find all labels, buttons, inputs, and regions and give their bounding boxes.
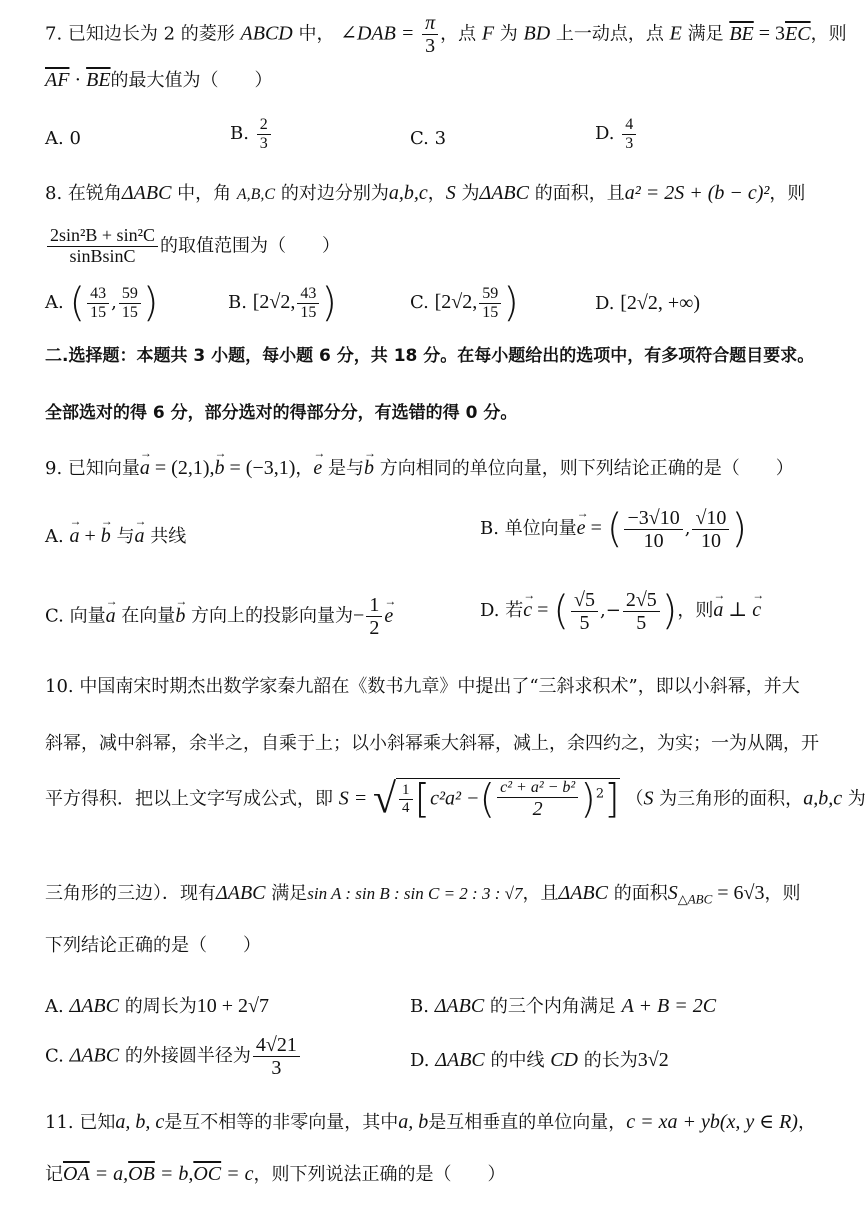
q7-option-a[interactable] [45, 128, 81, 149]
q11-eq-a: = a, [89, 1163, 129, 1185]
q10-inner-frac [497, 779, 578, 820]
q10-text: ，且 [522, 883, 559, 904]
q10-text: 的面积 [607, 883, 668, 904]
q9-vec-b: → b [364, 458, 374, 478]
q7-three: 3 [425, 35, 436, 57]
q8-expression-den: sinBsinC [69, 245, 136, 266]
q8-b-n: 43 [297, 285, 319, 304]
q9-d-paren-close: ) [661, 588, 678, 634]
q10-option-d-label: D. [410, 1050, 430, 1071]
q9-eq-b: = (−3,1) [224, 457, 296, 479]
q10-quarter [399, 782, 413, 816]
q9-minus: − [353, 604, 365, 627]
q9-d-n2: 2√5 [623, 589, 660, 612]
q10-text: 的长为 [578, 1050, 638, 1071]
q8-line2 [45, 226, 340, 267]
q9-eq: = [585, 517, 607, 539]
q8-text: 的取值范围为（ ） [159, 235, 340, 257]
q7-option-b[interactable] [230, 116, 273, 152]
q8-sides: a,b,c [388, 182, 428, 204]
q10-inner-n: c² + a² − b² [497, 779, 578, 798]
q9-text: 在向量 [115, 605, 176, 627]
q10-triangle: ΔABC [434, 995, 485, 1017]
q10-option-b[interactable] [410, 992, 716, 1018]
q10-text: 三角形的三边）．现有 [45, 883, 216, 904]
q7-option-b-den: 3 [259, 134, 268, 152]
q11-line1 [45, 1112, 816, 1132]
q9-option-c[interactable] [45, 594, 393, 639]
q10-c-n: 4√21 [253, 1034, 300, 1057]
q9-c-d: 2 [369, 617, 380, 639]
q10-text: 为 [842, 788, 866, 810]
q9-d-d1: 5 [579, 611, 590, 634]
q7-vec-be: $\overline{BE}$ [86, 69, 111, 91]
q10-triangle: ΔABC [69, 1044, 120, 1067]
q8-expression [47, 226, 158, 267]
q10-line4 [45, 883, 801, 906]
q10-s: S [643, 787, 654, 810]
q7-bd: BD [523, 22, 551, 45]
q8-text: 的对边分别为 [275, 183, 389, 204]
q11-vectors-abc: a, b, c [115, 1111, 165, 1133]
q9-vec-a: → a [140, 458, 150, 478]
q7-text: 7. 已知边长为 2 的菱形 [45, 23, 241, 45]
q10-option-d-value: 3√2 [637, 1049, 669, 1071]
q7-option-d-num: 4 [622, 116, 636, 135]
q8-option-c[interactable] [410, 280, 519, 326]
q9-d-paren-open: ( [553, 588, 570, 634]
q7-vec-ec: $\overline{EC}$ [785, 22, 811, 45]
q11-line2 [45, 1164, 506, 1184]
q10-text: 的中线 [484, 1050, 551, 1071]
q10-quarter-d: 4 [402, 799, 410, 816]
q9-text: ，则 [677, 600, 714, 621]
q9-d-frac1 [571, 589, 598, 634]
q10-c-frac [253, 1034, 300, 1079]
q10-quarter-n: 1 [399, 782, 413, 800]
q9-text: 共线 [144, 526, 187, 547]
q10-line1 [45, 678, 800, 696]
q7-text: 为 [494, 23, 524, 45]
q9-option-d[interactable]: D. 若→ c = ( $\frac{√5}{5}$ ,− $\frac{2√5}{5}$ )，则→ a ⊥ → c [480, 588, 761, 634]
q7-text: 上一动点，点 [550, 23, 670, 45]
q8-text: 8. 在锐角 [45, 183, 122, 204]
q9-eq-a: = (2,1), [149, 457, 215, 479]
q8-option-b-label: B. [228, 292, 247, 313]
q7-dot: · [69, 69, 87, 91]
q10-line2 [45, 735, 819, 753]
q8-condition: a² = 2S + (b − c)² [624, 182, 770, 204]
q8-a-frac1 [87, 285, 109, 321]
q9-b-frac2 [692, 507, 729, 552]
q9-vec-b: → b [215, 458, 225, 478]
q7-line1 [45, 12, 847, 57]
q10-option-c-label: C. [45, 1045, 64, 1067]
q9-vec-c: → c [523, 599, 532, 622]
q11-text: ，则下列说法正确的是（ ） [253, 1164, 506, 1185]
q9-vec-a: → a [69, 525, 79, 548]
q10-text: 平方得积．把以上文字写成公式，即 [45, 788, 333, 810]
q8-b-frac [297, 285, 319, 321]
q8-c-n: 59 [479, 285, 501, 304]
q9-vec-a: → a [713, 599, 723, 622]
q9-option-a[interactable] [45, 522, 186, 548]
q8-b-paren: ) [321, 280, 337, 326]
q9-b-d1: 10 [643, 529, 664, 552]
q10-text: 满足 [265, 883, 308, 904]
q9-c-n: 1 [366, 594, 382, 617]
q9-d-frac2 [623, 589, 660, 634]
q9-text: 方向相同的单位向量，则下列结论正确的是（ ） [374, 458, 794, 479]
q10-formula-mid: c²a² − [430, 787, 480, 810]
q9-text: 是与 [322, 458, 365, 479]
q8-b-d: 15 [300, 303, 317, 321]
section2-text: 二.选择题：本题共 3 小题，每小题 6 分，共 18 分。在每小题给出的选项中，有多项符合题目要求。 [45, 346, 815, 366]
q8-area-s: S [445, 182, 456, 204]
q7-text: ，则 [810, 23, 847, 45]
q9-text: 9. 已知向量 [45, 458, 140, 479]
section2-heading-line1 [45, 348, 814, 365]
q8-option-c-label: C. [410, 292, 429, 313]
q9-text: 方向上的投影向量为 [185, 605, 354, 627]
q8-option-b-left: [2√2, [252, 291, 296, 313]
q10-option-b-value: A + B = 2C [621, 995, 717, 1017]
q11-vec-oc: $\overline{OC}$ [193, 1163, 222, 1185]
q11-text: 11. 已知 [45, 1112, 116, 1133]
q7-option-c-text: C. 3 [410, 128, 447, 149]
q7-option-d-den: 3 [625, 134, 634, 152]
q8-option-a-label: A. [45, 292, 64, 313]
q9-vec-e: → e [384, 605, 393, 628]
q10-text: 下列结论正确的是（ ） [45, 935, 261, 956]
q11-text: ， [797, 1112, 816, 1133]
q8-c-d: 15 [482, 303, 499, 321]
q7-option-d-frac [622, 116, 636, 152]
q9-b-paren-open: ( [606, 506, 623, 552]
q9-text: ， [295, 458, 314, 479]
q11-eq-c: = c [221, 1163, 254, 1185]
q8-text: ，则 [769, 183, 806, 204]
q10-bracket-close: ] [604, 776, 620, 823]
q10-sqrt-body [396, 776, 620, 823]
q8-a-frac2 [119, 285, 141, 321]
q7-text: ，点 [440, 23, 482, 45]
q8-text: 中，角 [171, 183, 237, 204]
q8-option-d-label: D. [595, 293, 615, 314]
q8-expression-num: 2sin²B + sin²C [47, 226, 158, 247]
section2-heading-line2 [45, 405, 517, 422]
q10-option-c[interactable] [45, 1034, 302, 1079]
q10-option-b-label: B. [410, 996, 429, 1017]
q10-sides: a,b,c [803, 787, 843, 810]
q11-equation: c = xa + yb(x, y ∈ R) [626, 1111, 798, 1133]
q10-text: 的周长为 [118, 996, 197, 1017]
q10-area-s: S [667, 882, 678, 904]
q10-paren-close: ) [580, 776, 596, 823]
q10-formula-s: S = [338, 787, 368, 810]
q9-vec-e: → e [577, 517, 586, 540]
q8-paren-close: ) [142, 280, 159, 326]
q9-b-n1: −3√10 [624, 507, 682, 530]
q10-option-d[interactable] [410, 1046, 669, 1072]
q10-line3 [45, 776, 866, 823]
q9-b-paren-close: ) [731, 506, 748, 552]
q8-option-a[interactable]: A. ( $\frac{43}{15}$ , $\frac{59}{15}$ ) [45, 280, 159, 326]
q11-vectors-ab: a, b [398, 1111, 429, 1133]
q7-text: 满足 [681, 23, 730, 45]
q10-cd: CD [550, 1049, 579, 1071]
q9-vec-a: → a [134, 525, 144, 548]
q8-option-d-value: [2√2, +∞) [620, 292, 701, 314]
q9-line1 [45, 458, 794, 478]
q7-option-d-label: D. [595, 123, 615, 145]
q11-vec-ob: $\overline{OB}$ [128, 1163, 155, 1185]
q10-text: 的外接圆半径为 [119, 1045, 251, 1067]
q7-option-b-num: 2 [257, 116, 271, 135]
q11-text: 记 [45, 1164, 63, 1185]
q10-triangle: ΔABC [558, 882, 608, 904]
q9-eq: = [532, 599, 554, 621]
q7-vec-af: $\overline{AF}$ [45, 69, 70, 91]
q10-sqrt-sign: √ [372, 776, 397, 823]
q8-c-frac [479, 285, 501, 321]
q8-a-n2: 59 [119, 285, 141, 304]
q7-text: 中， [292, 23, 335, 45]
q8-text: 为 [455, 183, 480, 204]
q9-d-d2: 5 [636, 611, 647, 634]
q9-plus: + [79, 525, 101, 547]
q9-option-c-label: C. 向量 [45, 605, 106, 627]
q7-option-d[interactable] [595, 116, 638, 152]
q7-vec-be: $\overline{BE}$ [729, 22, 754, 45]
q10-text: 10. 中国南宋时期杰出数学家秦九韶在《数书九章》中提出了“三斜求积术”，即以小斜幂，并大 [45, 676, 800, 697]
q8-option-d[interactable] [595, 292, 700, 315]
q10-c-d: 3 [271, 1057, 282, 1079]
q9-b-n2: √10 [692, 507, 729, 530]
q9-option-a-label: A. [45, 526, 64, 547]
q10-text: ，则 [764, 883, 801, 904]
q10-triangle: ΔABC [435, 1049, 485, 1071]
q9-option-b-label: B. 单位向量 [480, 518, 577, 539]
q8-triangle: ΔABC [121, 182, 172, 204]
q7-option-b-label: B. [230, 123, 249, 145]
q11-vec-oa: $\overline{OA}$ [63, 1163, 90, 1185]
q8-triangle: ΔABC [479, 182, 529, 204]
q11-text: 是互不相等的非零向量，其中 [164, 1112, 399, 1133]
q11-eq-b: = b, [154, 1163, 194, 1185]
q7-pi: π [422, 12, 438, 35]
q7-text: 的最大值为（ ） [110, 70, 273, 91]
q9-b-d2: 10 [700, 529, 721, 552]
q10-paren-open: ( [479, 776, 496, 823]
q10-area-sub: △ABC [677, 891, 713, 907]
q8-a-n1: 43 [87, 285, 109, 304]
q7-point-e: E [669, 22, 682, 45]
q8-c-paren: ) [503, 280, 519, 326]
q7-line2 [45, 70, 273, 90]
q10-option-a-value: 10 + 2√7 [196, 995, 269, 1017]
q9-c-frac [366, 594, 382, 639]
q9-vec-b: → b [101, 525, 111, 548]
q8-text: 的面积，且 [528, 183, 625, 204]
q10-text: 的三个内角满足 [484, 996, 622, 1017]
q8-paren-open: ( [69, 280, 86, 326]
q8-text: ， [427, 183, 446, 204]
q10-area-val: = 6√3 [712, 882, 765, 904]
q7-pi-over-3 [422, 12, 438, 57]
q9-perp: ⊥ [723, 599, 753, 621]
q8-angles: A,B,C [236, 186, 276, 203]
q10-text: 斜幂，减中斜幂，余半之，自乘于上；以小斜幂乘大斜幂，减上，余四约之，为实；一为从隅，开 [45, 733, 819, 754]
q8-option-b[interactable] [228, 280, 337, 326]
q9-vec-e: → e [313, 458, 322, 478]
q10-text: （ [625, 788, 644, 810]
q7-option-b-frac [257, 116, 271, 152]
q10-ratio: sin A : sin B : sin C = 2 : 3 : √7 [307, 884, 523, 903]
q10-inner-d: 2 [532, 797, 543, 820]
q9-vec-c2: → c [752, 599, 761, 622]
q10-triangle: ΔABC [69, 995, 119, 1017]
q7-angle: ∠DAB = [340, 22, 415, 45]
q9-vec-b: → b [175, 605, 185, 628]
q10-line5 [45, 937, 261, 955]
q8-a-d2: 15 [121, 303, 138, 321]
q7-option-c[interactable] [410, 128, 446, 149]
q10-text: 为三角形的面积， [653, 788, 804, 810]
q10-option-a-label: A. [45, 996, 64, 1017]
q8-option-c-left: [2√2, [434, 291, 478, 313]
q8-line1 [45, 183, 805, 203]
q9-b-frac1 [624, 507, 682, 552]
q9-d-n1: √5 [571, 589, 598, 612]
q9-vec-a: → a [106, 605, 116, 628]
q10-bracket-open: [ [414, 776, 431, 823]
section2-text: 全部选对的得 6 分，部分选对的得部分分，有选错的得 0 分。 [45, 403, 518, 423]
q10-square: 2 [595, 786, 605, 802]
q9-option-d-label: D. 若 [480, 600, 524, 621]
q7-rhombus-name: ABCD [240, 22, 293, 45]
q9-text: 与 [110, 526, 135, 547]
q11-text: 是互相垂直的单位向量， [428, 1112, 627, 1133]
q7-option-a-text: A. 0 [45, 128, 81, 149]
q10-triangle: ΔABC [216, 882, 266, 904]
q9-option-b[interactable]: B. 单位向量→ e = ( $\frac{-3√10}{10}$ , $\frac{√10}{10}$ ) [480, 506, 747, 552]
q7-eq3: = 3 [753, 22, 786, 45]
q8-a-d1: 15 [90, 303, 107, 321]
q7-point-f: F [481, 22, 495, 45]
q10-option-a[interactable] [45, 992, 269, 1018]
